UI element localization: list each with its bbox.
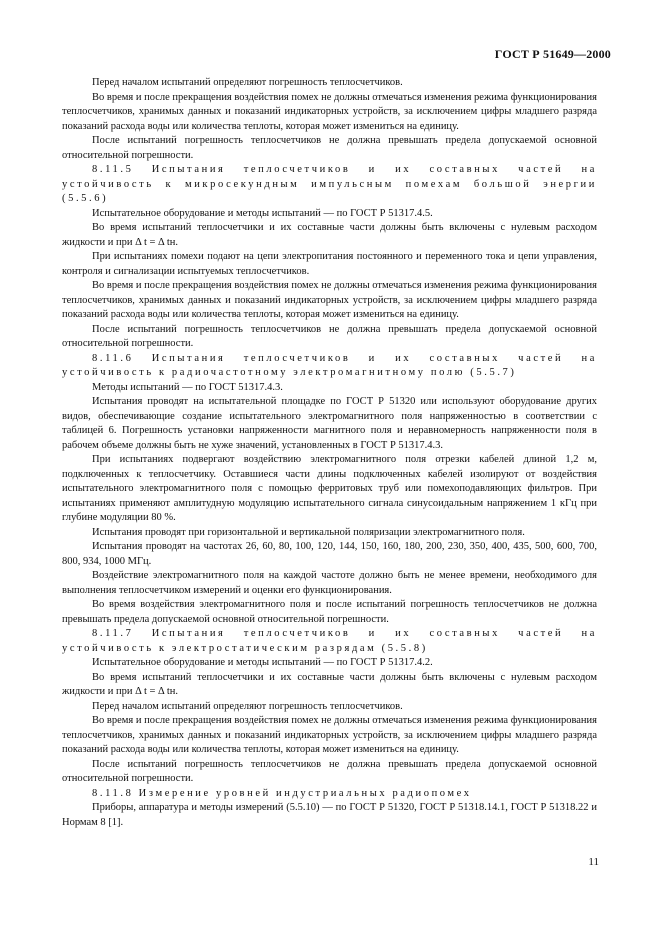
paragraph: Во время испытаний теплосчетчики и их составные части должны быть включены с нулевым расходом жидкости и при Δ t = Δ tн. <box>62 222 597 248</box>
paragraph: Во время и после прекращения воздействия помех не должны отмечаться изменения режима функционирования теплосчетчиков, хранимых данных и показаний индикаторных устройств, за исключением цифры младшего разряда показаний расхода воды или количества теплоты, которая может измениться на единицу. <box>62 280 597 320</box>
section-heading-8-11-5: 8.11.5 Испытания теплосчетчиков и их составных частей на устойчивость к микросекундным импульсным помехам большой энергии (5.5.6) <box>62 164 597 204</box>
section-heading-8-11-6: 8.11.6 Испытания теплосчетчиков и их составных частей на устойчивость к радиочастотному электромагнитному полю (5.5.7) <box>62 352 597 378</box>
paragraph: После испытаний погрешность теплосчетчиков не должна превышать предела допускаемой основной относительной погрешности. <box>62 758 597 784</box>
paragraph: Испытания проводят при горизонтальной и вертикальной поляризации электромагнитного поля. <box>92 526 525 538</box>
paragraph: Перед началом испытаний определяют погрешность теплосчетчиков. <box>92 77 403 88</box>
paragraph: Методы испытаний — по ГОСТ 51317.4.3. <box>92 381 283 393</box>
paragraph: При испытаниях помехи подают на цепи электропитания постоянного и переменного тока и цепи управления, контроля и сигнализации испытуемых теплосчетчиков. <box>62 251 597 277</box>
paragraph: Испытания проводят на частотах 26, 60, 80, 100, 120, 144, 150, 160, 180, 200, 230, 350, 400, 435, 500, 600, 700, 800, 934, 1000 МГц. <box>62 541 597 567</box>
paragraph: Приборы, аппаратура и методы измерений (5.5.10) — по ГОСТ Р 51320, ГОСТ Р 51318.14.1, ГОСТ Р 51318.22 и Нормам 8 [1]. <box>62 802 597 828</box>
document-body <box>62 76 597 830</box>
paragraph: Перед началом испытаний определяют погрешность теплосчетчиков. <box>92 700 403 712</box>
page-number: 11 <box>588 856 599 868</box>
paragraph: Во время и после прекращения воздействия помех не должны отмечаться изменения режима функционирования теплосчетчиков, хранимых данных и показаний индикаторных устройств, за исключением цифры младшего разряда показаний расхода воды или количества теплоты, которая может измениться на единицу. <box>62 91 597 132</box>
paragraph: Во время воздействия электромагнитного поля и после испытаний погрешность теплосчетчиков не должна превышать предела допускаемой основной относительной погрешности. <box>62 599 597 625</box>
paragraph: Испытания проводят на испытательной площадке по ГОСТ Р 51320 или используют оборудование других видов, обеспечивающие создание испытательного электромагнитного поля напряженностью в соответствии с таблицей 6. Погрешность установки напряженности магнитного поля и неравномерность напряженности поля в рабочем объеме должны быть не хуже значений, установленных в ГОСТ Р 51317.4.3. <box>62 396 597 451</box>
paragraph: Воздействие электромагнитного поля на каждой частоте должно быть не менее времени, необходимого для выполнения теплосчетчиком измерений и оценки его функционирования. <box>62 570 597 596</box>
standard-code-header: ГОСТ Р 51649—2000 <box>494 47 611 61</box>
paragraph: После испытаний погрешность теплосчетчиков не должна превышать предела допускаемой основной относительной погрешности. <box>62 135 597 161</box>
paragraph: После испытаний погрешность теплосчетчиков не должна превышать предела допускаемой основной относительной погрешности. <box>62 323 597 349</box>
paragraph: Во время и после прекращения воздействия помех не должны отмечаться изменения режима функционирования теплосчетчиков, хранимых данных и показаний индикаторных устройств, за исключением цифры младшего разряда показаний расхода воды или количества теплоты, которая может измениться на единицу. <box>62 715 597 755</box>
paragraph: При испытаниях подвергают воздействию электромагнитного поля отрезки кабелей длиной 1,2 м, подключенных к теплосчетчику. Оставшиеся части длины подключенных кабелей изолируют от воздействия испытательного электромагнитного поля с помощью ферритовых труб или помехоподавляющих фильтров. При испытаниях применяют амплитудную модуляцию испытательного сигнала синусоидальным напряжением 1 кГц при глубине модуляции 80 %. <box>62 454 597 523</box>
paragraph: Испытательное оборудование и методы испытаний — по ГОСТ Р 51317.4.2. <box>92 657 433 668</box>
paragraph: Во время испытаний теплосчетчики и их составные части должны быть включены с нулевым расходом жидкости и при Δ t = Δ tн. <box>62 671 597 697</box>
section-heading-8-11-8: 8.11.8 Измерение уровней индустриальных радиопомех <box>92 787 472 799</box>
paragraph: Испытательное оборудование и методы испытаний — по ГОСТ Р 51317.4.5. <box>92 207 433 219</box>
section-heading-8-11-7: 8.11.7 Испытания теплосчетчиков и их составных частей на устойчивость к электростатическим разрядам (5.5.8) <box>62 628 597 654</box>
